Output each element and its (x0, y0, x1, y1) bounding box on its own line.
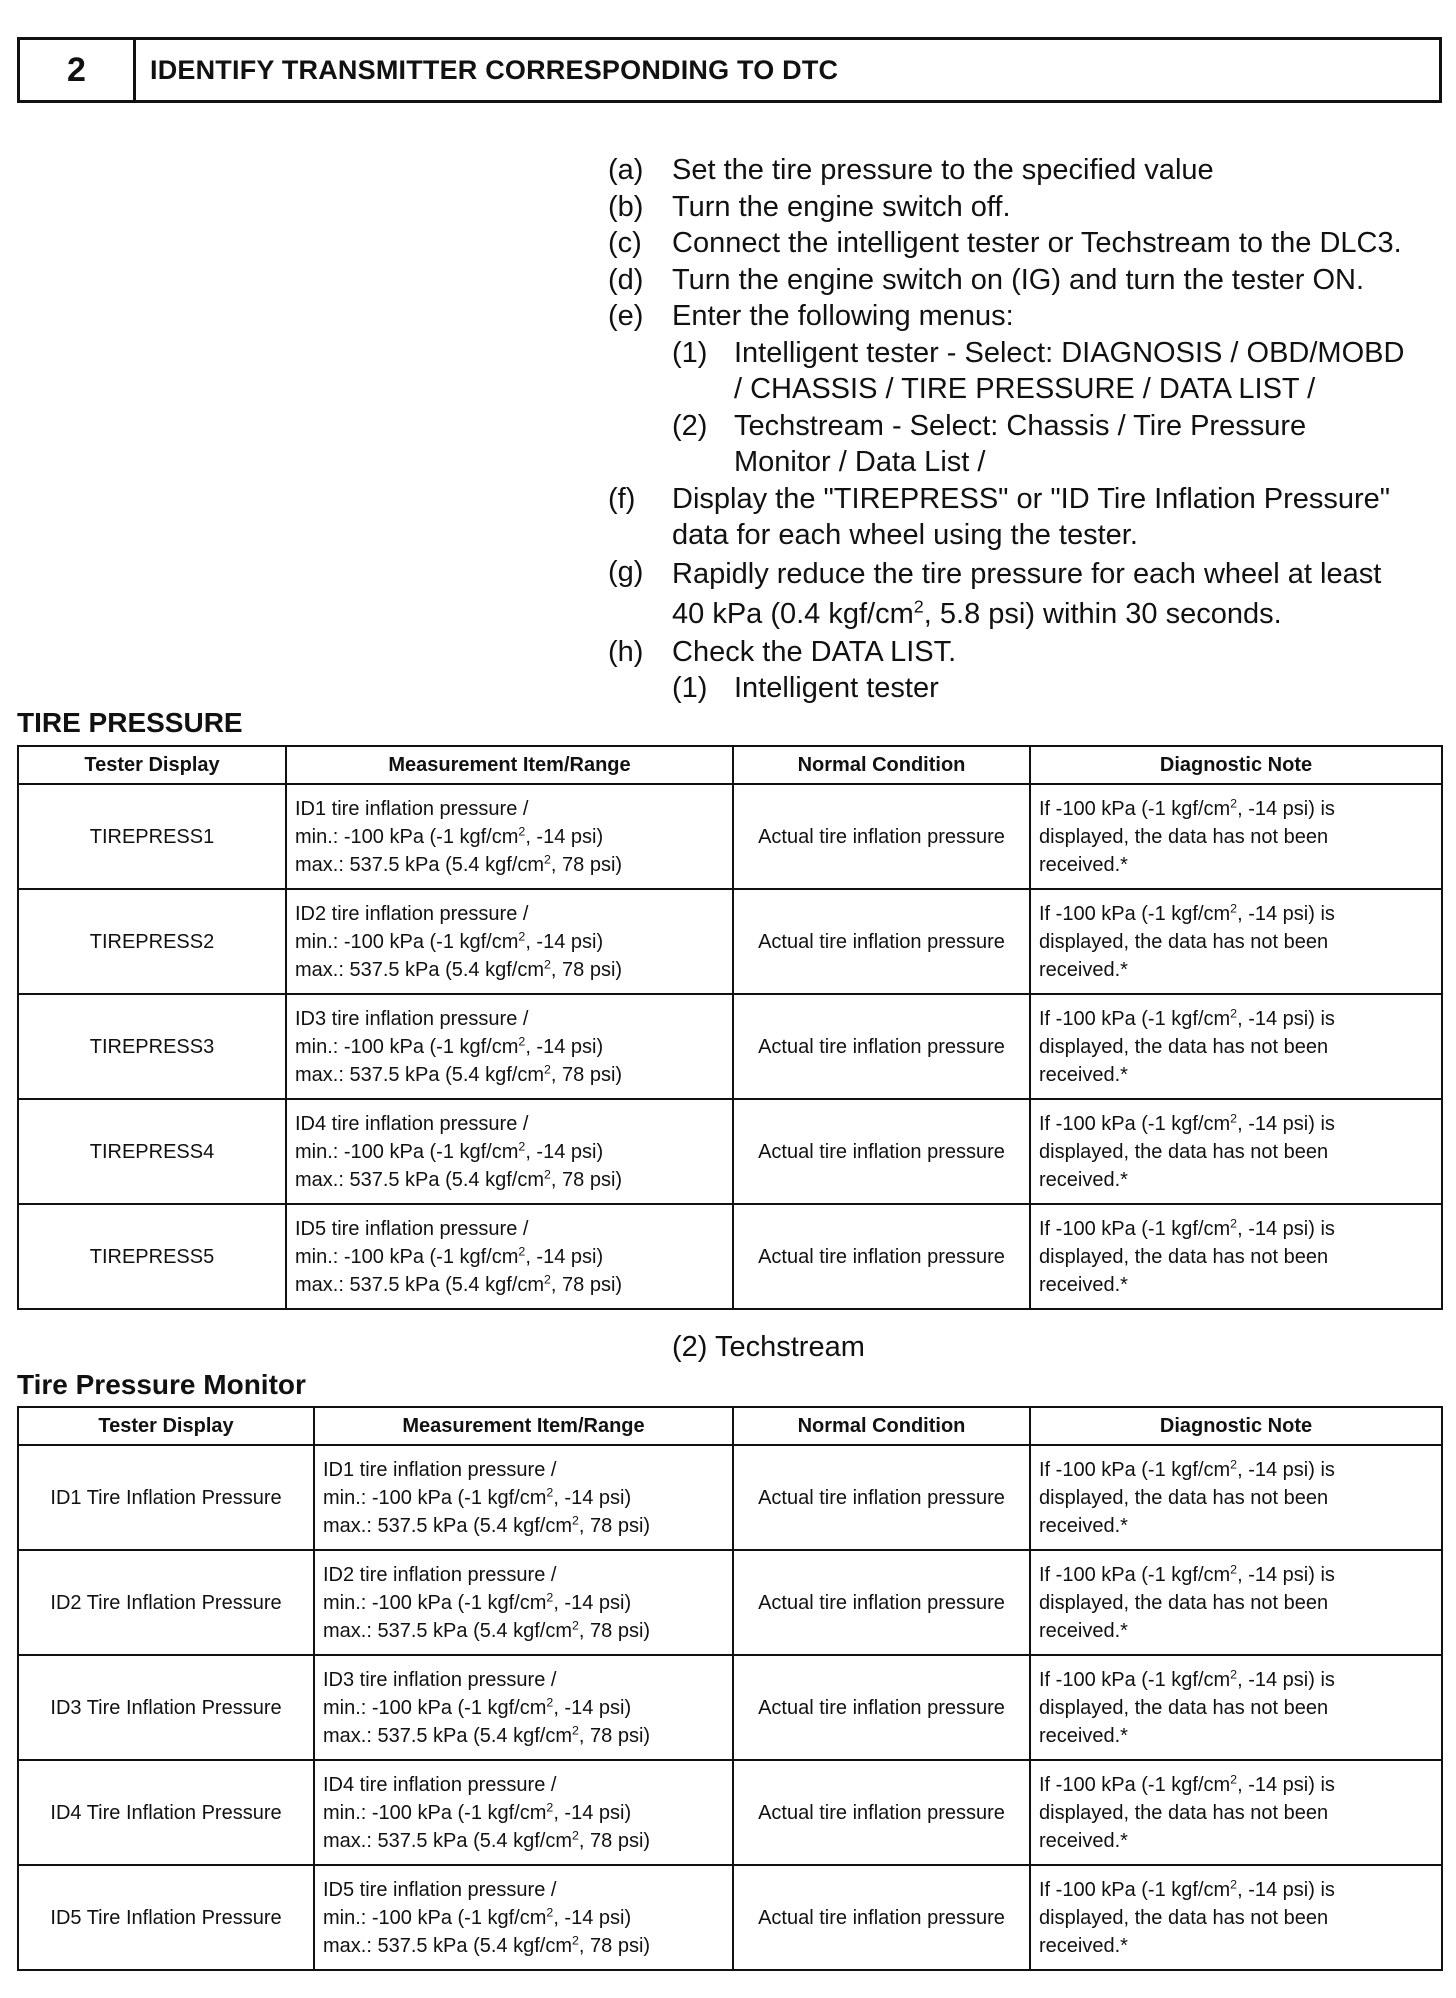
procedure-label: (f) (608, 482, 636, 515)
range-text: , 78 psi) (578, 1514, 651, 1537)
range-line: ID1 tire inflation pressure / (295, 797, 529, 820)
normal-condition-cell: Actual tire inflation pressure (733, 784, 1030, 889)
table-row (18, 1865, 1442, 1970)
procedure-item (608, 189, 1448, 226)
range-text: , -14 psi) (525, 930, 604, 953)
note-line: displayed, the data has not been (1039, 1486, 1329, 1509)
normal-condition-cell: Actual tire inflation pressure (733, 1865, 1030, 1970)
note-line (1039, 1215, 1433, 1243)
note-text: , -14 psi) is (1237, 1878, 1335, 1901)
range-text: , 78 psi) (550, 853, 623, 876)
superscript: 2 (1230, 1005, 1238, 1020)
range-line (323, 1722, 724, 1750)
procedure-text: Enter the following menus: (672, 300, 1014, 332)
note-text: If -100 kPa (-1 kgf/cm (1039, 797, 1231, 820)
range-text: , 78 psi) (578, 1724, 651, 1747)
note-text: , -14 psi) is (1237, 797, 1335, 820)
note-text: If -100 kPa (-1 kgf/cm (1039, 1217, 1231, 1240)
procedure-label: (h) (608, 635, 644, 668)
range-text: max.: 537.5 kPa (5.4 kgf/cm (323, 1514, 572, 1537)
range-text: min.: -100 kPa (-1 kgf/cm (323, 1591, 547, 1614)
procedure-subitem (672, 408, 1448, 481)
note-text: , -14 psi) is (1237, 1007, 1335, 1030)
procedure-sublabel: (2) (672, 409, 708, 442)
range-text: , -14 psi) (525, 1035, 604, 1058)
range-text: min.: -100 kPa (-1 kgf/cm (323, 1801, 547, 1824)
procedure-text: Connect the intelligent tester or Techstream to the DLC3. (672, 227, 1402, 259)
procedure-text: Turn the engine switch off. (672, 190, 1011, 223)
procedure-subitem (672, 670, 1448, 707)
procedure-item (608, 152, 1448, 189)
procedure-subtext: Intelligent tester (734, 672, 939, 704)
measurement-range-cell (314, 1445, 733, 1550)
note-line (1039, 1771, 1433, 1799)
range-text: min.: -100 kPa (-1 kgf/cm (323, 1696, 547, 1719)
note-text: If -100 kPa (-1 kgf/cm (1039, 1458, 1231, 1481)
note-line: received.* (1039, 1063, 1128, 1086)
range-text: , -14 psi) (525, 1245, 604, 1268)
note-text: , -14 psi) is (1237, 1668, 1335, 1691)
procedure-label: (a) (608, 154, 644, 186)
note-text: , -14 psi) is (1237, 1563, 1335, 1586)
procedure-label: (c) (608, 227, 642, 259)
measurement-range-cell (286, 1204, 733, 1309)
procedure-line-part: 40 kPa (0.4 kgf/cm (672, 597, 914, 630)
range-text: min.: -100 kPa (-1 kgf/cm (295, 1245, 519, 1268)
table-row (18, 1760, 1442, 1865)
normal-condition-cell: Actual tire inflation pressure (733, 1655, 1030, 1760)
procedure-line: Monitor / Data List / (734, 446, 986, 478)
range-text: , 78 psi) (550, 1063, 623, 1086)
procedure-subitem (672, 335, 1448, 408)
superscript: 2 (1230, 900, 1238, 915)
step-title: IDENTIFY TRANSMITTER CORRESPONDING TO DTC (150, 54, 839, 85)
note-line (1039, 900, 1433, 928)
data-list-table (17, 1406, 1443, 1971)
range-text: min.: -100 kPa (-1 kgf/cm (295, 930, 519, 953)
tester-display-cell: ID4 Tire Inflation Pressure (18, 1760, 314, 1865)
superscript: 2 (1230, 1666, 1238, 1681)
procedure-subtext (734, 408, 1448, 481)
range-line (295, 823, 724, 851)
range-line (295, 1033, 724, 1061)
note-line: displayed, the data has not been (1039, 825, 1329, 848)
note-text: , -14 psi) is (1237, 1773, 1335, 1796)
range-line: ID5 tire inflation pressure / (323, 1878, 557, 1901)
note-text: If -100 kPa (-1 kgf/cm (1039, 1563, 1231, 1586)
tester-display-cell: TIREPRESS5 (18, 1204, 286, 1309)
normal-condition-cell: Actual tire inflation pressure (733, 1550, 1030, 1655)
range-line: ID1 tire inflation pressure / (323, 1458, 557, 1481)
range-line (295, 1061, 724, 1089)
measurement-range-cell (314, 1550, 733, 1655)
note-line: received.* (1039, 1168, 1128, 1191)
procedure-label: (d) (608, 263, 644, 296)
tester-display-cell: ID5 Tire Inflation Pressure (18, 1865, 314, 1970)
tester-display-cell: TIREPRESS4 (18, 1099, 286, 1204)
procedure-label: (e) (608, 300, 644, 332)
procedure-text: Turn the engine switch on (IG) and turn the tester ON. (672, 263, 1365, 296)
superscript: 2 (572, 1512, 579, 1527)
superscript: 2 (544, 1166, 551, 1181)
procedure-line: Intelligent tester - Select: DIAGNOSIS / OBD/MOBD (734, 336, 1405, 369)
note-line: displayed, the data has not been (1039, 1035, 1329, 1058)
range-line (323, 1799, 724, 1827)
procedure-line: Rapidly reduce the tire pressure for each wheel at least (672, 557, 1382, 590)
diagnostic-note-cell (1030, 1445, 1442, 1550)
range-text: max.: 537.5 kPa (5.4 kgf/cm (295, 1273, 544, 1296)
note-line: displayed, the data has not been (1039, 1245, 1329, 1268)
range-text: max.: 537.5 kPa (5.4 kgf/cm (295, 853, 544, 876)
normal-condition-cell: Actual tire inflation pressure (733, 889, 1030, 994)
measurement-range-cell (286, 784, 733, 889)
measurement-range-cell (314, 1865, 733, 1970)
superscript: 2 (1230, 1561, 1238, 1576)
note-text: If -100 kPa (-1 kgf/cm (1039, 1878, 1231, 1901)
note-line (1039, 1110, 1433, 1138)
range-line: ID5 tire inflation pressure / (295, 1217, 529, 1240)
procedure-item (608, 481, 1448, 554)
range-line: ID2 tire inflation pressure / (295, 902, 529, 925)
note-line: received.* (1039, 1514, 1128, 1537)
note-line: received.* (1039, 1829, 1128, 1852)
procedure-sublabel: (1) (672, 672, 708, 704)
superscript: 2 (572, 1827, 579, 1842)
procedure-text (672, 481, 1448, 554)
normal-condition-cell: Actual tire inflation pressure (733, 1760, 1030, 1865)
diagnostic-note-cell (1030, 1760, 1442, 1865)
tester-display-cell: TIREPRESS3 (18, 994, 286, 1099)
range-text: min.: -100 kPa (-1 kgf/cm (295, 1140, 519, 1163)
superscript: 2 (1230, 1456, 1238, 1471)
measurement-range-cell (286, 889, 733, 994)
procedure-line: Techstream - Select: Chassis / Tire Pressure (734, 409, 1307, 442)
column-header: Diagnostic Note (1030, 1407, 1442, 1445)
column-header: Diagnostic Note (1030, 746, 1442, 784)
superscript: 2 (518, 823, 526, 838)
range-line: ID2 tire inflation pressure / (323, 1563, 557, 1586)
range-text: max.: 537.5 kPa (5.4 kgf/cm (295, 958, 544, 981)
normal-condition-cell: Actual tire inflation pressure (733, 1445, 1030, 1550)
superscript: 2 (572, 1722, 579, 1737)
superscript: 2 (546, 1904, 554, 1919)
table-row (18, 1204, 1442, 1309)
column-header: Measurement Item/Range (286, 746, 733, 784)
procedure-line-part: , 5.8 psi) within 30 seconds. (923, 597, 1282, 630)
superscript: 2 (1230, 795, 1238, 810)
procedure-line (672, 594, 1448, 634)
superscript: 2 (1230, 1110, 1238, 1125)
note-text: , -14 psi) is (1237, 1458, 1335, 1481)
note-line (1039, 1876, 1433, 1904)
tester-display-cell: TIREPRESS2 (18, 889, 286, 994)
range-line (323, 1617, 724, 1645)
note-line (1039, 1005, 1433, 1033)
range-text: , -14 psi) (553, 1801, 632, 1824)
note-line: displayed, the data has not been (1039, 1140, 1329, 1163)
column-header: Measurement Item/Range (314, 1407, 733, 1445)
range-text: max.: 537.5 kPa (5.4 kgf/cm (295, 1168, 544, 1191)
range-text: , -14 psi) (553, 1906, 632, 1929)
range-line (295, 1243, 724, 1271)
procedure-item (608, 554, 1448, 634)
note-text: , -14 psi) is (1237, 902, 1335, 925)
procedure-item (608, 262, 1448, 299)
note-line: received.* (1039, 1724, 1128, 1747)
note-line: displayed, the data has not been (1039, 1591, 1329, 1614)
range-text: max.: 537.5 kPa (5.4 kgf/cm (323, 1619, 572, 1642)
column-header: Normal Condition (733, 1407, 1030, 1445)
range-text: , -14 psi) (553, 1591, 632, 1614)
column-header: Normal Condition (733, 746, 1030, 784)
superscript: 2 (1230, 1876, 1238, 1891)
measurement-range-cell (314, 1655, 733, 1760)
procedure-item (608, 298, 1448, 335)
range-line (323, 1512, 724, 1540)
table-row (18, 1099, 1442, 1204)
diagnostic-note-cell (1030, 1550, 1442, 1655)
note-line (1039, 1456, 1433, 1484)
range-text: , 78 psi) (578, 1934, 651, 1957)
table-header-row (18, 746, 1442, 784)
measurement-range-cell (286, 994, 733, 1099)
range-text: min.: -100 kPa (-1 kgf/cm (323, 1486, 547, 1509)
range-text: max.: 537.5 kPa (5.4 kgf/cm (323, 1829, 572, 1852)
step-header (17, 37, 1442, 103)
note-text: , -14 psi) is (1237, 1217, 1335, 1240)
range-text: , -14 psi) (553, 1696, 632, 1719)
procedure-line: data for each wheel using the tester. (672, 519, 1138, 551)
range-line (295, 1138, 724, 1166)
range-text: , 78 psi) (578, 1619, 651, 1642)
procedure-label: (b) (608, 190, 644, 223)
diagnostic-note-cell (1030, 1865, 1442, 1970)
note-text: If -100 kPa (-1 kgf/cm (1039, 1007, 1231, 1030)
range-text: , 78 psi) (550, 1168, 623, 1191)
note-line: displayed, the data has not been (1039, 1696, 1329, 1719)
diagnostic-note-cell (1030, 889, 1442, 994)
note-line: received.* (1039, 1619, 1128, 1642)
superscript: 2 (1230, 1215, 1238, 1230)
note-line: received.* (1039, 958, 1128, 981)
data-list-table (17, 745, 1443, 1310)
range-text: min.: -100 kPa (-1 kgf/cm (295, 1035, 519, 1058)
diagnostic-note-cell (1030, 1204, 1442, 1309)
column-header: Tester Display (18, 1407, 314, 1445)
range-text: max.: 537.5 kPa (5.4 kgf/cm (295, 1063, 544, 1086)
table-row (18, 784, 1442, 889)
note-text: If -100 kPa (-1 kgf/cm (1039, 1773, 1231, 1796)
procedure-list (608, 152, 1448, 707)
note-line: received.* (1039, 853, 1128, 876)
procedure-item (608, 225, 1448, 262)
tester-display-cell: ID3 Tire Inflation Pressure (18, 1655, 314, 1760)
note-line: displayed, the data has not been (1039, 930, 1329, 953)
superscript: 2 (913, 595, 924, 616)
note-text: If -100 kPa (-1 kgf/cm (1039, 1112, 1231, 1135)
range-line: ID3 tire inflation pressure / (323, 1668, 557, 1691)
superscript: 2 (1230, 1771, 1238, 1786)
range-text: , -14 psi) (525, 1140, 604, 1163)
column-header: Tester Display (18, 746, 286, 784)
range-line: ID4 tire inflation pressure / (323, 1773, 557, 1796)
range-line (295, 1166, 724, 1194)
procedure-label: (g) (608, 555, 644, 588)
superscript: 2 (572, 1617, 579, 1632)
superscript: 2 (518, 1243, 526, 1258)
table-row (18, 889, 1442, 994)
note-line: received.* (1039, 1934, 1128, 1957)
range-line (323, 1904, 724, 1932)
procedure-subtext (734, 335, 1448, 408)
superscript: 2 (544, 956, 551, 971)
range-line: ID4 tire inflation pressure / (295, 1112, 529, 1135)
table-row (18, 1655, 1442, 1760)
note-text: If -100 kPa (-1 kgf/cm (1039, 902, 1231, 925)
range-line (295, 956, 724, 984)
superscript: 2 (546, 1484, 554, 1499)
techstream-label: (2) Techstream (672, 1331, 865, 1363)
range-text: min.: -100 kPa (-1 kgf/cm (295, 825, 519, 848)
note-line: received.* (1039, 1273, 1128, 1296)
superscript: 2 (546, 1694, 554, 1709)
diagnostic-note-cell (1030, 1655, 1442, 1760)
superscript: 2 (546, 1799, 554, 1814)
range-line (323, 1484, 724, 1512)
range-text: , -14 psi) (553, 1486, 632, 1509)
range-text: max.: 537.5 kPa (5.4 kgf/cm (323, 1934, 572, 1957)
range-text: , 78 psi) (550, 958, 623, 981)
note-text: , -14 psi) is (1237, 1112, 1335, 1135)
range-line (295, 851, 724, 879)
range-text: max.: 537.5 kPa (5.4 kgf/cm (323, 1724, 572, 1747)
procedure-text (672, 554, 1448, 634)
note-line (1039, 1561, 1433, 1589)
table-row (18, 1550, 1442, 1655)
range-line (323, 1827, 724, 1855)
table-caption: Tire Pressure Monitor (17, 1369, 306, 1400)
diagnostic-note-cell (1030, 784, 1442, 889)
normal-condition-cell: Actual tire inflation pressure (733, 1099, 1030, 1204)
superscript: 2 (518, 1033, 526, 1048)
superscript: 2 (572, 1932, 579, 1947)
diagnostic-note-cell (1030, 994, 1442, 1099)
procedure-line: / CHASSIS / TIRE PRESSURE / DATA LIST / (734, 373, 1316, 405)
table-header-row (18, 1407, 1442, 1445)
procedure-item (608, 634, 1448, 671)
diagnostic-note-cell (1030, 1099, 1442, 1204)
superscript: 2 (544, 1061, 551, 1076)
note-line (1039, 795, 1433, 823)
range-line (323, 1932, 724, 1960)
procedure-text: Set the tire pressure to the specified value (672, 154, 1214, 186)
range-line: ID3 tire inflation pressure / (295, 1007, 529, 1030)
procedure-text: Check the DATA LIST. (672, 635, 957, 668)
table-caption: TIRE PRESSURE (17, 707, 243, 738)
measurement-range-cell (314, 1760, 733, 1865)
tester-display-cell: TIREPRESS1 (18, 784, 286, 889)
note-line: displayed, the data has not been (1039, 1906, 1329, 1929)
range-text: min.: -100 kPa (-1 kgf/cm (323, 1906, 547, 1929)
range-text: , -14 psi) (525, 825, 604, 848)
superscript: 2 (544, 851, 551, 866)
range-text: , 78 psi) (550, 1273, 623, 1296)
note-line: displayed, the data has not been (1039, 1801, 1329, 1824)
range-line (323, 1694, 724, 1722)
superscript: 2 (544, 1271, 551, 1286)
range-line (295, 1271, 724, 1299)
step-number: 2 (20, 40, 136, 100)
range-text: , 78 psi) (578, 1829, 651, 1852)
superscript: 2 (546, 1589, 554, 1604)
tester-display-cell: ID1 Tire Inflation Pressure (18, 1445, 314, 1550)
table-row (18, 1445, 1442, 1550)
superscript: 2 (518, 1138, 526, 1153)
procedure-sublabel: (1) (672, 336, 708, 369)
superscript: 2 (518, 928, 526, 943)
range-line (295, 928, 724, 956)
tester-display-cell: ID2 Tire Inflation Pressure (18, 1550, 314, 1655)
range-line (323, 1589, 724, 1617)
normal-condition-cell: Actual tire inflation pressure (733, 1204, 1030, 1309)
note-line (1039, 1666, 1433, 1694)
procedure-line: Display the "TIREPRESS" or "ID Tire Inflation Pressure" (672, 482, 1391, 515)
note-text: If -100 kPa (-1 kgf/cm (1039, 1668, 1231, 1691)
normal-condition-cell: Actual tire inflation pressure (733, 994, 1030, 1099)
table-row (18, 994, 1442, 1099)
measurement-range-cell (286, 1099, 733, 1204)
